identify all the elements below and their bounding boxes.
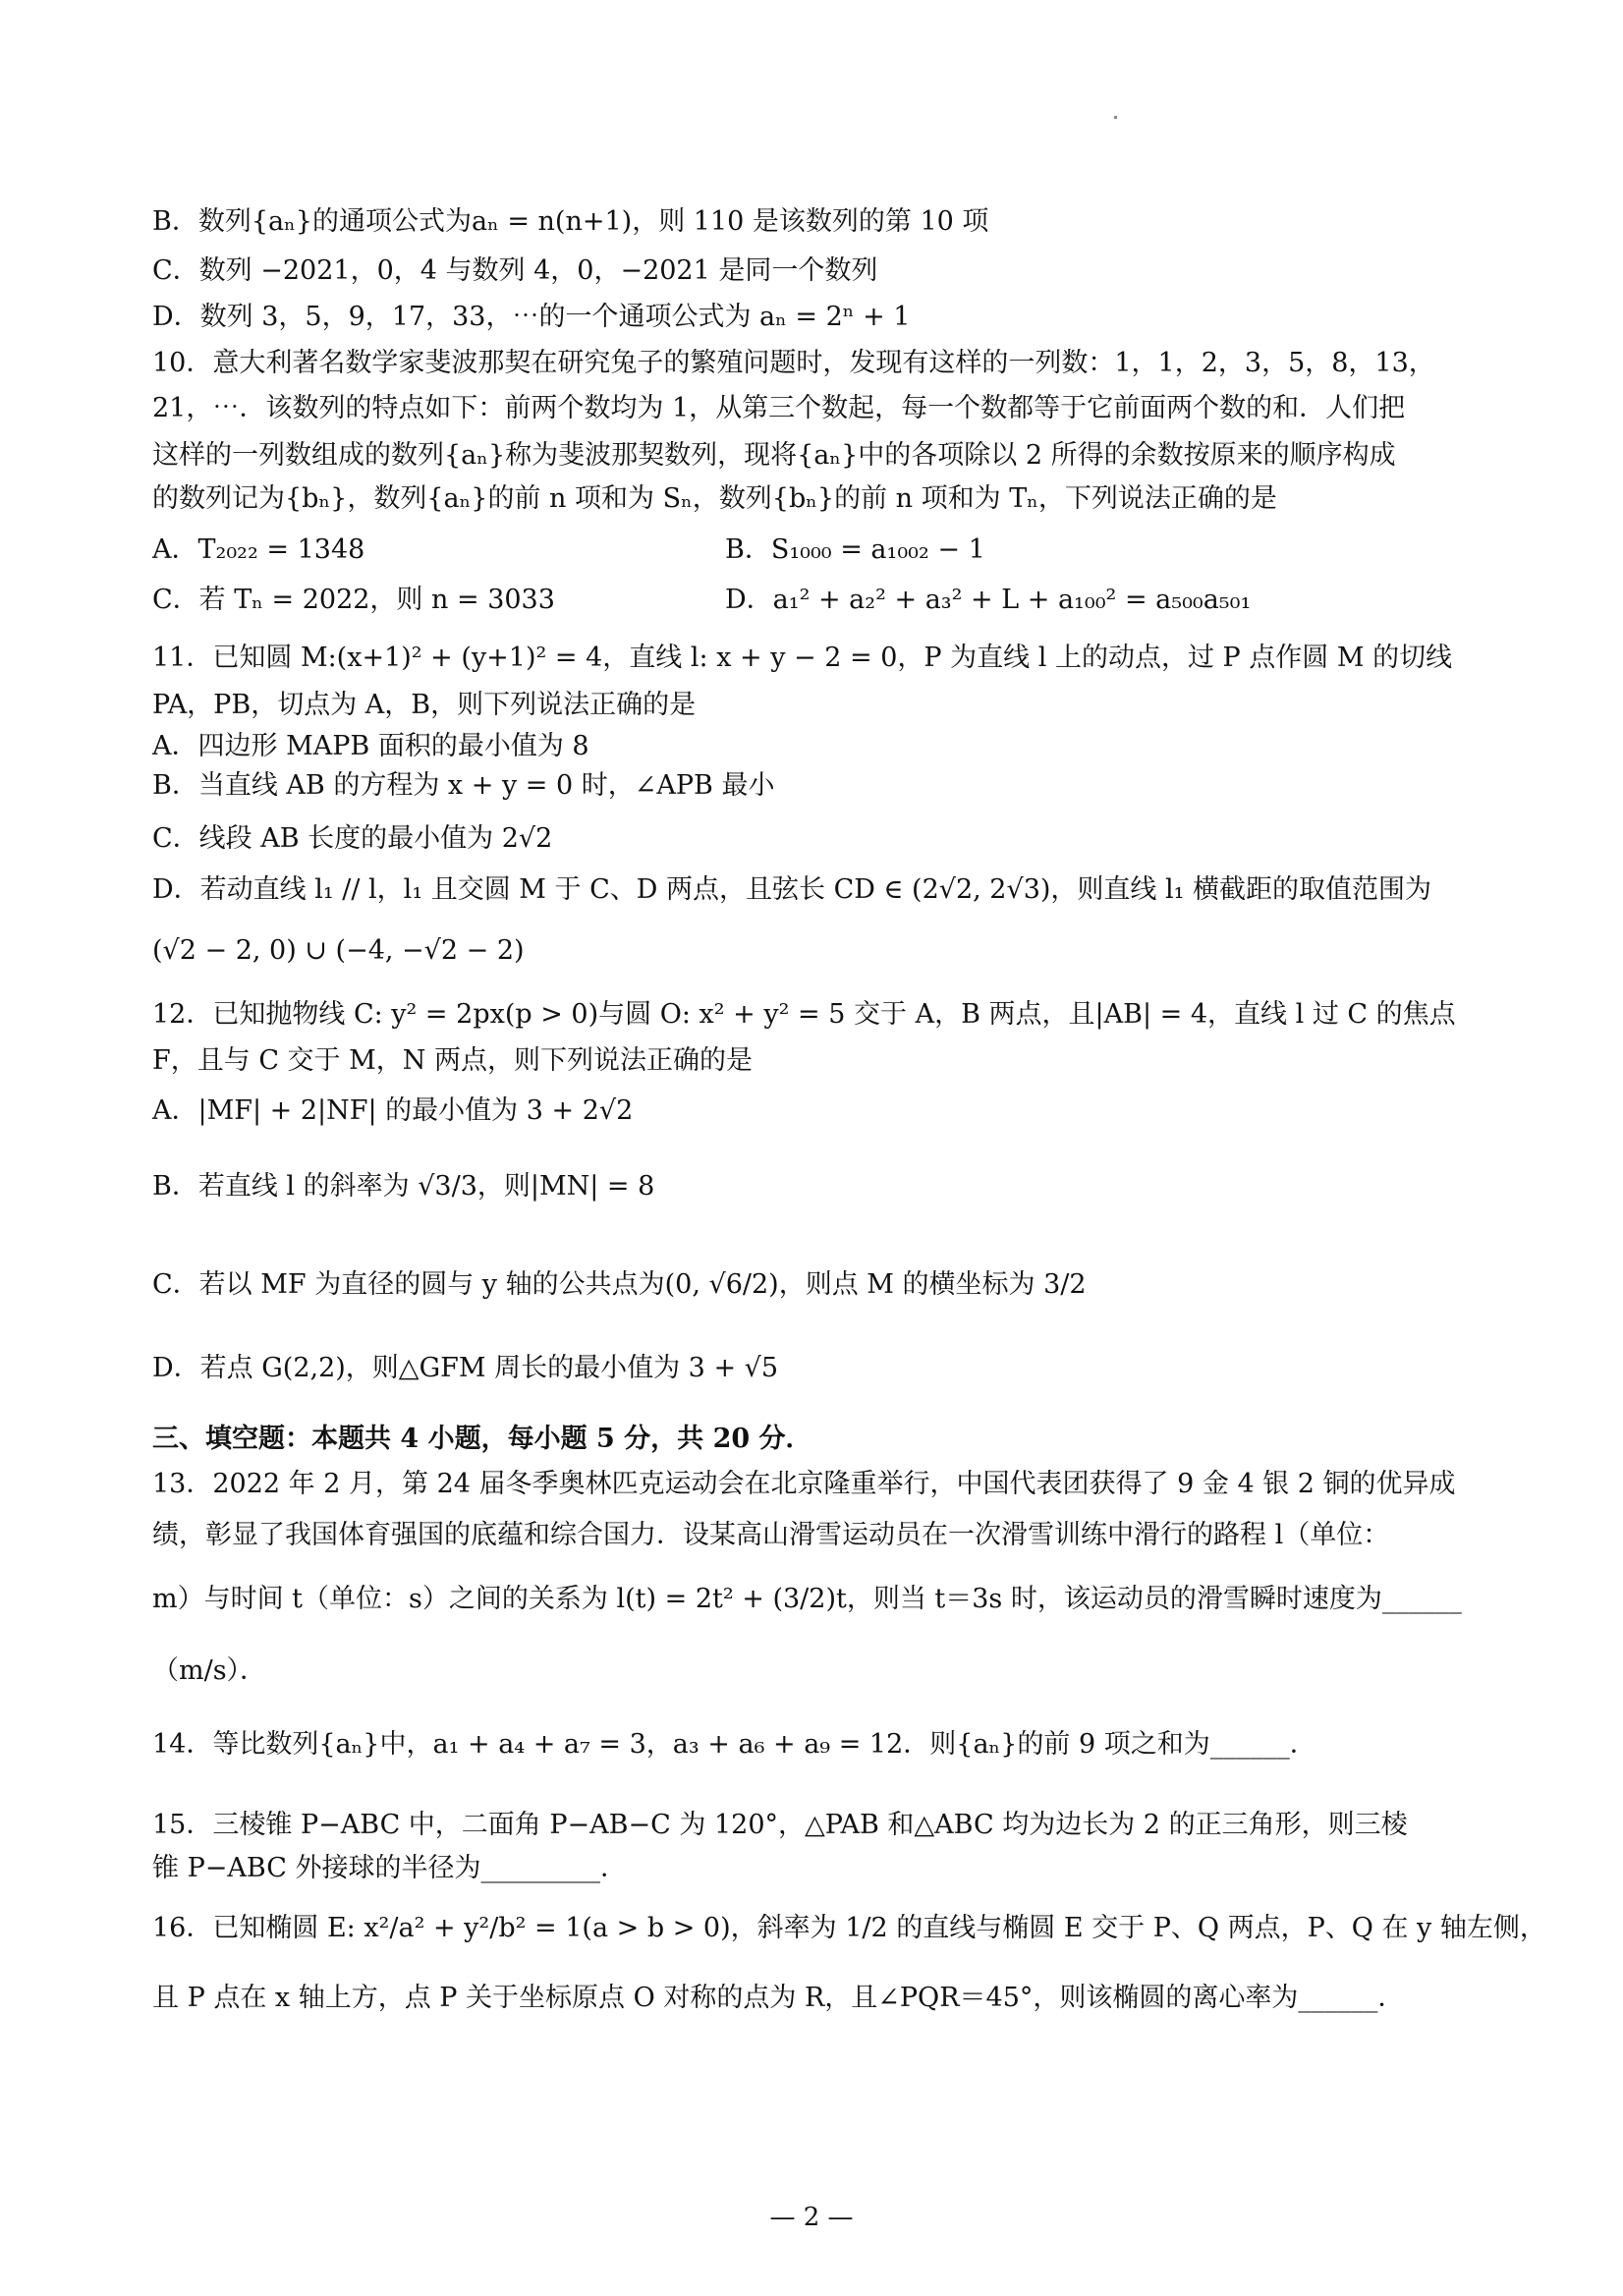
q12-text-line: F，且与 C 交于 M，N 两点，则下列说法正确的是 <box>152 1045 753 1076</box>
q15-text-line: 15．三棱锥 P−ABC 中，二面角 P−AB−C 为 120°，△PAB 和△ABC 均为边长为 2 的正三角形，则三棱 <box>152 1810 1408 1840</box>
q12-option-c: C．若以 MF 为直径的圆与 y 轴的公共点为(0, √6/2)，则点 M 的横坐标为 3/2 <box>152 1269 1087 1300</box>
q14-text: 14．等比数列{aₙ}中，a₁ + a₄ + a₇ = 3，a₃ + a₆ + a₉ = 12．则{aₙ}的前 9 项之和为______． <box>152 1729 1316 1760</box>
q10-text-line: 的数列记为{bₙ}，数列{aₙ}的前 n 项和为 Sₙ，数列{bₙ}的前 n 项和为 Tₙ，下列说法正确的是 <box>152 483 1277 514</box>
q10-option-b: B．S₁₀₀₀ = a₁₀₀₂ − 1 <box>725 534 985 565</box>
q15-text-line: 锥 P−ABC 外接球的半径为_________． <box>152 1853 627 1883</box>
q13-text-line: （m/s）． <box>152 1655 267 1686</box>
q12-option-d: D．若点 G(2,2)，则△GFM 周长的最小值为 3 + √5 <box>152 1353 779 1383</box>
q12-option-a: A．|MF| + 2|NF| 的最小值为 3 + 2√2 <box>152 1095 634 1126</box>
q10-text-line: 10．意大利著名数学家斐波那契在研究兔子的繁殖问题时，发现有这样的一列数：1，1，2，3，5，8，13， <box>152 348 1435 378</box>
q16-text-line: 且 P 点在 x 轴上方，点 P 关于坐标原点 O 对称的点为 R，且∠PQR＝45°，则该椭圆的离心率为______． <box>152 1983 1405 2013</box>
q11-option-b: B．当直线 AB 的方程为 x + y = 0 时，∠APB 最小 <box>152 770 775 801</box>
q10-option-d: D．a₁² + a₂² + a₃² + L + a₁₀₀² = a₅₀₀a₅₀₁ <box>725 585 1252 615</box>
q10-option-c: C．若 Tₙ = 2022，则 n = 3033 <box>152 585 555 615</box>
q11-option-c: C．线段 AB 长度的最小值为 2√2 <box>152 823 553 854</box>
q13-text-line: m）与时间 t（单位：s）之间的关系为 l(t) = 2t² + (3/2)t，则当 t＝3s 时，该运动员的滑雪瞬时速度为______ <box>152 1584 1462 1614</box>
q12-option-b: B．若直线 l 的斜率为 √3/3，则|MN| = 8 <box>152 1171 655 1202</box>
q13-text-line: 绩，彰显了我国体育强国的底蕴和综合国力．设某高山滑雪运动员在一次滑雪训练中滑行的路程 l（单位： <box>152 1520 1390 1550</box>
q13-text-line: 13．2022 年 2 月，第 24 届冬季奥林匹克运动会在北京隆重举行，中国代表团获得了 9 金 4 银 2 铜的优异成 <box>152 1469 1456 1499</box>
q10-text-line: 这样的一列数组成的数列{aₙ}称为斐波那契数列，现将{aₙ}中的各项除以 2 所得的余数按原来的顺序构成 <box>152 440 1396 471</box>
q9-option-b: B．数列{aₙ}的通项公式为aₙ = n(n+1)，则 110 是该数列的第 10 项 <box>152 206 989 237</box>
q11-option-d-range: (√2 − 2, 0) ∪ (−4, −√2 − 2) <box>152 935 525 966</box>
section-3-heading: 三、填空题：本题共 4 小题，每小题 5 分，共 20 分． <box>152 1424 812 1454</box>
q11-option-d: D．若动直线 l₁ // l，l₁ 且交圆 M 于 C、D 两点，且弦长 CD ∈ (2√2, 2√3)，则直线 l₁ 横截距的取值范围为 <box>152 874 1432 905</box>
q9-option-d: D．数列 3，5，9，17，33，⋯的一个通项公式为 aₙ = 2ⁿ + 1 <box>152 302 911 332</box>
scan-dot <box>1114 116 1117 119</box>
q10-text-line: 21，⋯．该数列的特点如下：前两个数均为 1，从第三个数起，每一个数都等于它前面两个数的和．人们把 <box>152 393 1406 423</box>
q11-text-line: PA，PB，切点为 A，B，则下列说法正确的是 <box>152 690 697 720</box>
q11-text-line: 11．已知圆 M:(x+1)² + (y+1)² = 4，直线 l: x + y − 2 = 0，P 为直线 l 上的动点，过 P 点作圆 M 的切线 <box>152 643 1453 673</box>
q16-text-line: 16．已知椭圆 E: x²/a² + y²/b² = 1(a > b > 0)，斜率为 1/2 的直线与椭圆 E 交于 P、Q 两点，P、Q 在 y 轴左侧， <box>152 1913 1546 1943</box>
q12-text-line: 12．已知抛物线 C: y² = 2px(p > 0)与圆 O: x² + y² = 5 交于 A，B 两点，且|AB| = 4，直线 l 过 C 的焦点 <box>152 999 1456 1030</box>
page-number: — 2 — <box>769 2203 854 2232</box>
q11-option-a: A．四边形 MAPB 面积的最小值为 8 <box>152 731 589 761</box>
q9-option-c: C．数列 −2021，0，4 与数列 4，0，−2021 是同一个数列 <box>152 255 878 286</box>
q10-option-a: A．T₂₀₂₂ = 1348 <box>152 534 365 565</box>
